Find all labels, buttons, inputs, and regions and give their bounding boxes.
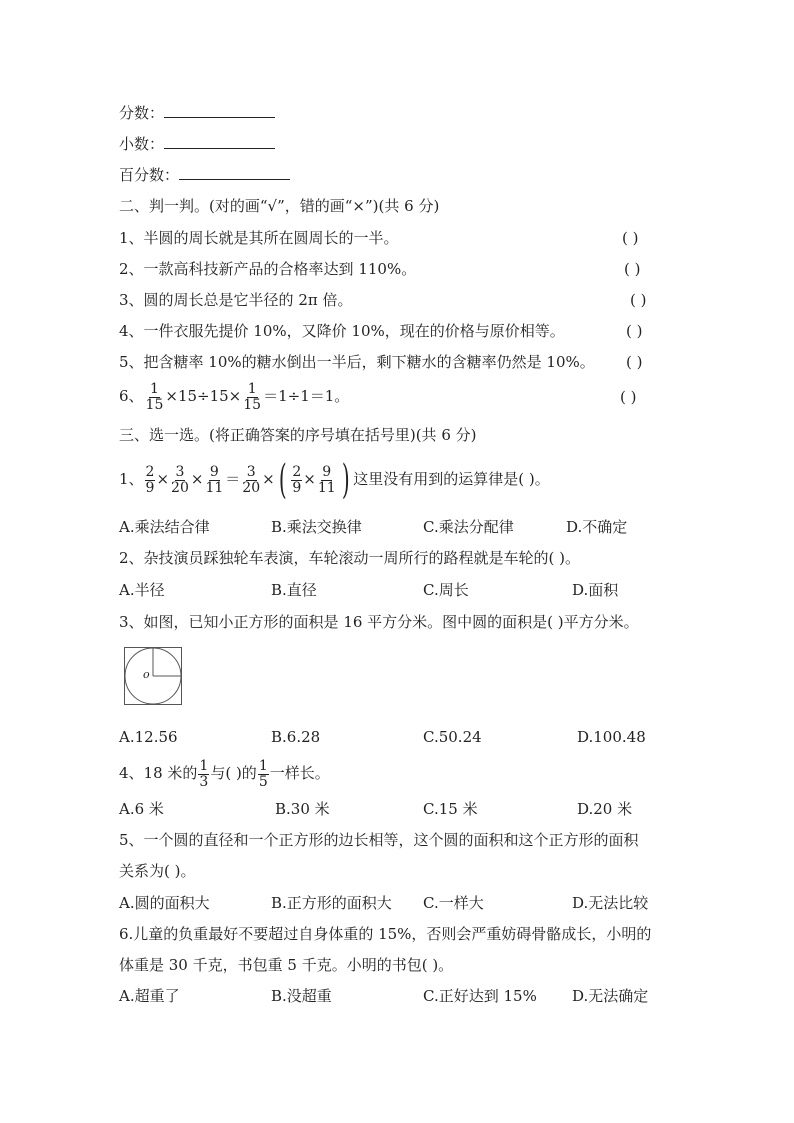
q4-frac-1-5 xyxy=(258,759,269,790)
judge-item-2: 2、一款高科技新产品的合格率达到 110%。 xyxy=(119,260,417,278)
q1-frac-c2 xyxy=(317,465,337,496)
fraction-numerator: 2 xyxy=(292,463,302,480)
fraction-numerator: 1 xyxy=(258,757,268,774)
q5-option-d[interactable]: D.无法比较 xyxy=(572,894,649,912)
q3-option-c[interactable]: C.50.24 xyxy=(423,728,482,746)
q6-option-c[interactable]: C.正好达到 15% xyxy=(423,987,537,1005)
q5-option-b[interactable]: B.正方形的面积大 xyxy=(271,894,392,912)
judge-answer-5[interactable]: ( ) xyxy=(626,353,643,371)
fraction-denominator: 11 xyxy=(205,479,224,496)
decimal-blank[interactable] xyxy=(164,134,275,149)
choice-q3: 3、如图，已知小正方形的面积是 16 平方分米。图中圆的面积是( )平方分米。 xyxy=(119,613,639,631)
judge-answer-1[interactable]: ( ) xyxy=(622,229,639,247)
judge-answer-4[interactable]: ( ) xyxy=(626,322,643,340)
judge-item-1: 1、半圆的周长就是其所在圆周长的一半。 xyxy=(119,229,399,247)
q1-option-a[interactable]: A.乘法结合律 xyxy=(119,518,210,536)
fraction-denominator: 20 xyxy=(242,479,261,496)
q5-option-a[interactable]: A.圆的面积大 xyxy=(119,894,210,912)
times-sign: × xyxy=(303,470,316,488)
q5-option-c[interactable]: C.一样大 xyxy=(423,894,484,912)
times-sign: × xyxy=(262,470,275,488)
section2-title: 二、判一判。(对的画“√”，错的画“×”)(共 6 分) xyxy=(119,197,440,215)
q1-frac-a2 xyxy=(291,465,302,496)
fraction-answer-row xyxy=(119,103,275,123)
q1-prefix: 1、 xyxy=(119,470,144,488)
q3-option-d[interactable]: D.100.48 xyxy=(577,728,646,746)
q6-option-d[interactable]: D.无法确定 xyxy=(572,987,649,1005)
q1-option-c[interactable]: C.乘法分配律 xyxy=(423,518,514,536)
fraction-numerator: 1 xyxy=(199,757,209,774)
q1-option-b[interactable]: B.乘法交换律 xyxy=(271,518,362,536)
fraction-denominator: 20 xyxy=(171,479,189,496)
judge-answer-3[interactable]: ( ) xyxy=(630,291,647,309)
fraction-denominator: 3 xyxy=(199,773,209,790)
equals-sign: ＝ xyxy=(225,470,241,488)
judge-item-3: 3、圆的周长总是它半径的 2π 倍。 xyxy=(119,291,353,309)
judge-answer-2[interactable]: ( ) xyxy=(624,260,641,278)
q4-option-c[interactable]: C.15 米 xyxy=(423,800,478,818)
q1-suffix: 这里没有用到的运算律是( )。 xyxy=(353,470,550,488)
fraction-numerator: 1 xyxy=(247,380,257,397)
left-big-paren: ( xyxy=(278,457,287,503)
fraction-blank[interactable] xyxy=(164,103,275,118)
fraction-numerator: 2 xyxy=(145,463,155,480)
fraction-numerator: 3 xyxy=(246,463,256,480)
fraction-denominator: 15 xyxy=(243,396,262,413)
judge-item-5: 5、把含糖率 10%的糖水倒出一半后，剩下糖水的含糖率仍然是 10%。 xyxy=(119,353,595,371)
choice-q4 xyxy=(119,755,330,791)
q1-option-d[interactable]: D.不确定 xyxy=(566,518,628,536)
q6-option-a[interactable]: A.超重了 xyxy=(119,987,180,1005)
judge-item-6-prefix: 6、 xyxy=(119,387,144,405)
decimal-label: 小数： xyxy=(119,135,165,153)
right-big-paren: ) xyxy=(341,457,350,503)
fraction-1-15 xyxy=(145,382,165,413)
fraction-numerator: 9 xyxy=(322,463,332,480)
square-circle-figure xyxy=(124,647,182,705)
judge-item-6-mid: ×15÷15× xyxy=(165,387,242,405)
times-sign: × xyxy=(156,470,170,488)
q4-frac-1-3 xyxy=(198,759,209,790)
q4-option-b[interactable]: B.30 米 xyxy=(275,800,330,818)
choice-q1 xyxy=(119,456,550,502)
fraction-denominator: 11 xyxy=(317,479,336,496)
q2-option-b[interactable]: B.直径 xyxy=(271,581,317,599)
judge-item-6-tail: ＝1÷1＝1。 xyxy=(263,387,350,405)
q4-mid: 与( )的 xyxy=(210,764,257,782)
q2-option-a[interactable]: A.半径 xyxy=(119,581,165,599)
choice-q5-line2: 关系为( )。 xyxy=(119,862,196,880)
choice-q6-line2: 体重是 30 千克，书包重 5 千克。小明的书包( )。 xyxy=(119,956,454,974)
q4-option-a[interactable]: A.6 米 xyxy=(119,800,164,818)
q2-option-d[interactable]: D.面积 xyxy=(572,581,619,599)
decimal-answer-row xyxy=(119,134,275,154)
fraction-1-15-b xyxy=(242,382,262,413)
percent-label: 百分数： xyxy=(119,166,180,184)
fraction-label: 分数： xyxy=(119,104,165,122)
fraction-denominator: 9 xyxy=(292,479,302,496)
choice-q6-line1: 6.儿童的负重最好不要超过自身体重的 15%，否则会严重妨碍骨骼成长，小明的 xyxy=(119,925,652,943)
choice-q5-line1: 5、一个圆的直径和一个正方形的边长相等，这个圆的面积和这个正方形的面积 xyxy=(119,831,639,849)
q1-frac-b xyxy=(170,465,190,496)
q4-prefix: 4、18 米的 xyxy=(119,764,198,782)
q6-option-b[interactable]: B.没超重 xyxy=(271,987,332,1005)
fraction-denominator: 9 xyxy=(145,479,155,496)
fraction-denominator: 5 xyxy=(258,773,268,790)
judge-item-4: 4、一件衣服先提价 10%，又降价 10%，现在的价格与原价相等。 xyxy=(119,322,565,340)
q3-option-b[interactable]: B.6.28 xyxy=(271,728,321,746)
q2-option-c[interactable]: C.周长 xyxy=(423,581,469,599)
percent-answer-row xyxy=(119,165,290,185)
q1-frac-a xyxy=(145,465,156,496)
q3-option-a[interactable]: A.12.56 xyxy=(119,728,178,746)
section3-title: 三、选一选。(将正确答案的序号填在括号里)(共 6 分) xyxy=(119,426,477,444)
fraction-denominator: 15 xyxy=(145,396,164,413)
q1-frac-c xyxy=(204,465,224,496)
q4-suffix: 一样长。 xyxy=(269,764,330,782)
fraction-numerator: 9 xyxy=(209,463,219,480)
center-label: o xyxy=(143,668,150,681)
q1-frac-b2 xyxy=(241,465,261,496)
percent-blank[interactable] xyxy=(179,165,290,180)
judge-item-6 xyxy=(119,378,349,414)
fraction-numerator: 3 xyxy=(175,463,185,480)
fraction-numerator: 1 xyxy=(150,380,159,397)
q4-option-d[interactable]: D.20 米 xyxy=(577,800,633,818)
judge-answer-6[interactable]: ( ) xyxy=(620,388,637,406)
times-sign: × xyxy=(190,470,204,488)
choice-q2: 2、杂技演员踩独轮车表演，车轮滚动一周所行的路程就是车轮的( )。 xyxy=(119,549,581,567)
